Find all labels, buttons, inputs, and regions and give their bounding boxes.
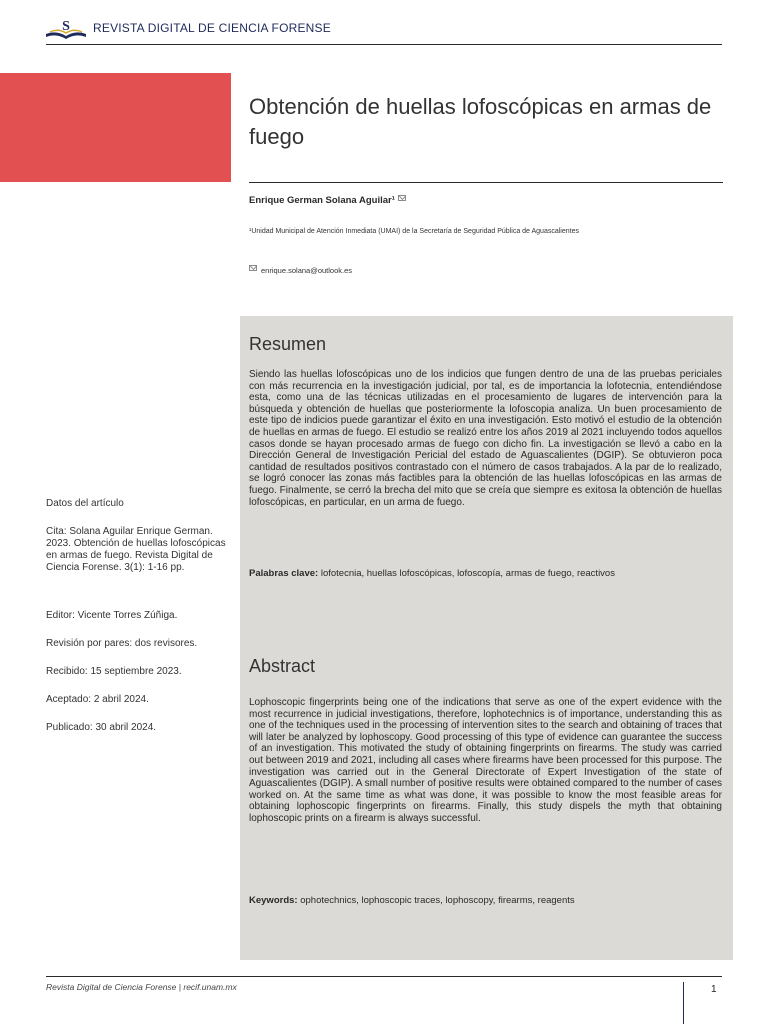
peer-review: Revisión por pares: dos revisores.	[46, 638, 198, 649]
author-line	[249, 195, 406, 206]
author-affiliation: ¹Unidad Municipal de Atención Inmediata (UMAI) de la Secretaría de Seguridad Pública de Aguascalientes	[249, 228, 579, 235]
footer-journal: Revista Digital de Ciencia Forense	[46, 982, 177, 992]
article-data-heading: Datos del artículo	[46, 498, 124, 509]
footer-divider	[46, 976, 722, 977]
abstract-keywords-list: ophotechnics, lophoscopic traces, lophoscopy, firearms, reagents	[297, 895, 575, 906]
resumen-text: Siendo las huellas lofoscópicas uno de los indicios que fungen dentro de una de las pruebas periciales con más recurrencia en la investigación judicial, por tal, es de importancia la lofotecnia, entendiéndose esta, como una de las técnicas utilizadas en el procesamiento de lugares de intervención para la búsqueda y obtención de huellas que posteriormente la lofoscopia analiza. Un buen procesamiento de este tipo de indicios puede garantizar el éxito en una investigación. Esto motivó el estudio de la obtención de huellas en armas de fuego. El estudio se realizó entre los años 2019 al 2021 incluyendo todos aquellos casos donde se hayan procesado armas de fuego con dicho fin. La investigación se llevó a cabo en la Dirección General de Investigación Pericial del estado de Aguascalientes (DGIP). Se obtuvieron poca cantidad de resultados positivos contrastado con el número de casos trabajados. A la par de lo realizado, se logró conocer las zonas más factibles para la obtención de las huellas lofoscópicas en las armas de fuego. Finalmente, se cerró la brecha del mito que se creía que siempre es exitosa la obtención de huellas lofoscópicas, en particular, en un arma de fuego.	[249, 369, 722, 508]
received-date: Recibido: 15 septiembre 2023.	[46, 666, 182, 677]
resumen-heading: Resumen	[249, 334, 327, 354]
abstract-heading: Abstract	[249, 656, 316, 676]
mail-icon[interactable]	[398, 195, 406, 201]
accent-block	[0, 73, 231, 182]
accepted-date: Aceptado: 2 abril 2024.	[46, 694, 149, 705]
title-divider	[249, 182, 723, 183]
author-email[interactable]: enrique.solana@outlook.es	[261, 266, 353, 275]
footer-citation	[46, 982, 237, 992]
journal-logo	[44, 16, 88, 42]
abstract-text: Lophoscopic fingerprints being one of the indications that serve as one of the expert evidence with the most recurrence in judicial investigations, therefore, lophotechnics is of importance, understanding this as one of the techniques used in the processing of intervention sites to the search and obtaining of traces that will later be analyzed by lophoscopy. Good processing of this type of evidence can guarantee the success of an investigation. This motivated the study of obtaining fingerprints on firearms. The study was carried out between 2019 and 2021, including all cases where firearms have been processed for this purpose. The investigation was carried out in the General Directorate of Expert Investigation of the state of Aguascalientes (DGIP). A small number of positive results were obtained compared to the number of cases worked on. At the same time as what was done, it was possible to know the most feasible areas for obtaining lophoscopic fingerprints on firearms. Finally, this study dispels the myth that obtaining lophoscopic prints on a firearm is always successful.	[249, 697, 723, 824]
mail-icon	[249, 265, 257, 271]
resumen-keywords	[249, 568, 722, 579]
editor: Editor: Vicente Torres Zúñiga.	[46, 610, 178, 621]
email-line	[249, 265, 352, 275]
resumen-keywords-list: lofotecnia, huellas lofoscópicas, lofoscopía, armas de fuego, reactivos	[318, 568, 615, 579]
header-divider	[46, 44, 722, 45]
journal-header-title: REVISTA DIGITAL DE CIENCIA FORENSE	[93, 21, 331, 35]
article-title: Obtención de huellas lofoscópicas en armas de fuego	[249, 94, 712, 149]
citation: Cita: Solana Aguilar Enrique German. 2023. Obtención de huellas lofoscópicas en armas de fuego. Revista Digital de Ciencia Forense. 3(1): 1-16 pp.	[46, 526, 226, 573]
page-number: 1	[711, 984, 717, 995]
footer-vertical-rule	[683, 982, 684, 1024]
footer-separator: |	[178, 982, 181, 992]
footer-url[interactable]: recif.unam.mx	[183, 982, 237, 992]
author-name: Enrique German Solana Aguilar¹	[249, 195, 395, 206]
logo-letter: S	[62, 19, 70, 34]
abstract-keywords	[249, 895, 722, 906]
abstract-keywords-label: Keywords:	[249, 895, 298, 906]
resumen-keywords-label: Palabras clave:	[249, 568, 319, 579]
published-date: Publicado: 30 abril 2024.	[46, 722, 157, 733]
